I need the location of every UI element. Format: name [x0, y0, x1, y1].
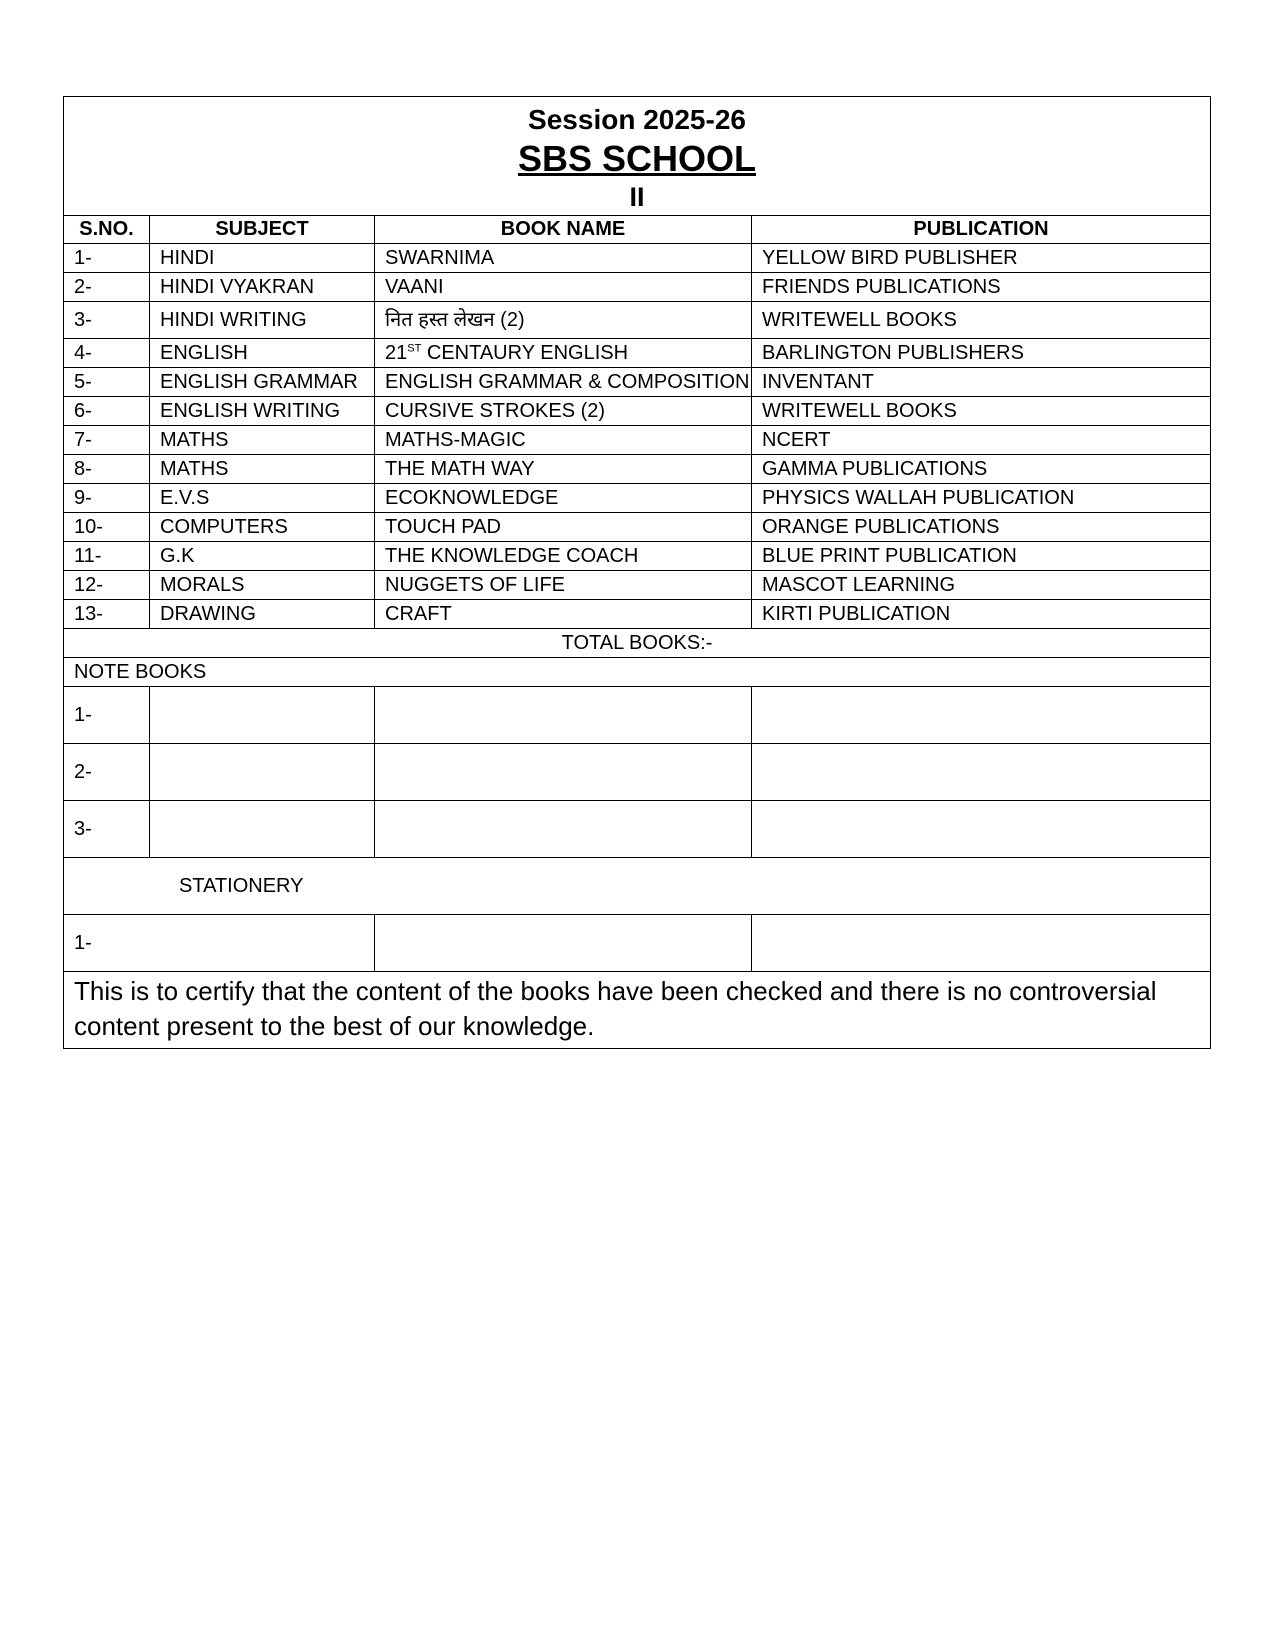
- table-row: [64, 244, 1211, 273]
- school-name: SBS SCHOOL: [518, 138, 757, 179]
- stationery-row: [64, 915, 1211, 972]
- notebook-blank-cell: [375, 687, 752, 744]
- book-name-superscript: ST: [407, 341, 422, 354]
- book-name-main: 21: [385, 341, 408, 364]
- column-header-sno: S.NO.: [64, 216, 150, 244]
- notebook-blank-cell: [752, 687, 1211, 744]
- book-name-rest: CENTAURY ENGLISH: [421, 341, 629, 364]
- stationery-blank-cell: [375, 915, 752, 972]
- table-row: [64, 571, 1211, 600]
- class-label: II: [629, 182, 645, 212]
- publication-cell: KIRTI PUBLICATION: [752, 600, 1211, 629]
- notebook-blank-cell: [752, 801, 1211, 858]
- notebook-blank-cell: [752, 744, 1211, 801]
- publication-cell: GAMMA PUBLICATIONS: [752, 455, 1211, 484]
- notebook-blank-cell: [150, 687, 375, 744]
- table-row: [64, 455, 1211, 484]
- serial-number: 10-: [64, 513, 150, 542]
- subject-cell: HINDI VYAKRAN: [150, 273, 375, 302]
- subject-cell: MORALS: [150, 571, 375, 600]
- publication-cell: BLUE PRINT PUBLICATION: [752, 542, 1211, 571]
- book-rows: [64, 244, 1211, 629]
- subject-cell: G.K: [150, 542, 375, 571]
- table-row: [64, 484, 1211, 513]
- table-row: [64, 542, 1211, 571]
- column-header-publication: PUBLICATION: [752, 216, 1211, 244]
- subject-cell: MATHS: [150, 455, 375, 484]
- table-row: [64, 368, 1211, 397]
- serial-number: 5-: [64, 368, 150, 397]
- header-row: [64, 97, 1211, 216]
- certificate-text: This is to certify that the content of the books have been checked and there is no controversial content present to the best of our knowledge.: [64, 972, 1211, 1049]
- publication-cell: FRIENDS PUBLICATIONS: [752, 273, 1211, 302]
- subject-cell: HINDI WRITING: [150, 302, 375, 339]
- publication-cell: YELLOW BIRD PUBLISHER: [752, 244, 1211, 273]
- serial-number: 2-: [64, 273, 150, 302]
- stationery-serial: 1-: [64, 915, 375, 972]
- serial-number: 11-: [64, 542, 150, 571]
- serial-number: 4-: [64, 339, 150, 368]
- book-name-cell: CRAFT: [375, 600, 752, 629]
- notebook-row: [64, 687, 1211, 744]
- publication-cell: MASCOT LEARNING: [752, 571, 1211, 600]
- publication-cell: PHYSICS WALLAH PUBLICATION: [752, 484, 1211, 513]
- subject-cell: HINDI: [150, 244, 375, 273]
- book-name-cell: ECOKNOWLEDGE: [375, 484, 752, 513]
- notebook-blank-cell: [375, 801, 752, 858]
- notebook-serial: 2-: [64, 744, 150, 801]
- subject-cell: E.V.S: [150, 484, 375, 513]
- book-name-cell: THE KNOWLEDGE COACH: [375, 542, 752, 571]
- subject-cell: ENGLISH GRAMMAR: [150, 368, 375, 397]
- publication-cell: ORANGE PUBLICATIONS: [752, 513, 1211, 542]
- total-row: [64, 629, 1211, 658]
- notebooks-header-row: [64, 658, 1211, 687]
- table-row: [64, 273, 1211, 302]
- notebook-blank-cell: [150, 801, 375, 858]
- publication-cell: BARLINGTON PUBLISHERS: [752, 339, 1211, 368]
- book-name-cell: ENGLISH GRAMMAR & COMPOSITION: [375, 368, 752, 397]
- serial-number: 8-: [64, 455, 150, 484]
- column-header-subject: SUBJECT: [150, 216, 375, 244]
- book-name-cell: [375, 339, 752, 368]
- table-row: [64, 302, 1211, 339]
- serial-number: 6-: [64, 397, 150, 426]
- table-row: [64, 513, 1211, 542]
- table-row: [64, 339, 1211, 368]
- notebooks-label: NOTE BOOKS: [64, 658, 1211, 687]
- stationery-blank-cell: [752, 915, 1211, 972]
- book-name-cell: TOUCH PAD: [375, 513, 752, 542]
- stationery-rows: [64, 915, 1211, 972]
- book-name-cell: MATHS-MAGIC: [375, 426, 752, 455]
- notebook-rows: [64, 687, 1211, 858]
- book-name-cell: NUGGETS OF LIFE: [375, 571, 752, 600]
- subject-cell: ENGLISH WRITING: [150, 397, 375, 426]
- serial-number: 13-: [64, 600, 150, 629]
- subject-cell: COMPUTERS: [150, 513, 375, 542]
- notebook-row: [64, 744, 1211, 801]
- column-header-row: [64, 216, 1211, 244]
- publication-cell: NCERT: [752, 426, 1211, 455]
- serial-number: 3-: [64, 302, 150, 339]
- book-name-cell: नित हस्त लेखन (2): [375, 302, 752, 339]
- table-row: [64, 397, 1211, 426]
- book-list-table: [63, 96, 1211, 1049]
- subject-cell: MATHS: [150, 426, 375, 455]
- notebook-blank-cell: [150, 744, 375, 801]
- book-name-cell: SWARNIMA: [375, 244, 752, 273]
- session-label: Session 2025-26: [528, 104, 746, 135]
- subject-cell: DRAWING: [150, 600, 375, 629]
- stationery-label: STATIONERY: [64, 858, 1211, 915]
- notebook-row: [64, 801, 1211, 858]
- book-name-cell: CURSIVE STROKES (2): [375, 397, 752, 426]
- publication-cell: INVENTANT: [752, 368, 1211, 397]
- publication-cell: WRITEWELL BOOKS: [752, 302, 1211, 339]
- table-row: [64, 426, 1211, 455]
- book-name-cell: VAANI: [375, 273, 752, 302]
- table-row: [64, 600, 1211, 629]
- serial-number: 7-: [64, 426, 150, 455]
- notebook-serial: 3-: [64, 801, 150, 858]
- publication-cell: WRITEWELL BOOKS: [752, 397, 1211, 426]
- notebook-serial: 1-: [64, 687, 150, 744]
- total-books-label: TOTAL BOOKS:-: [64, 629, 1211, 658]
- serial-number: 12-: [64, 571, 150, 600]
- title-block: [64, 97, 1211, 216]
- book-name-cell: THE MATH WAY: [375, 455, 752, 484]
- stationery-header-row: [64, 858, 1211, 915]
- serial-number: 9-: [64, 484, 150, 513]
- certificate-row: [64, 972, 1211, 1049]
- column-header-book: BOOK NAME: [375, 216, 752, 244]
- serial-number: 1-: [64, 244, 150, 273]
- notebook-blank-cell: [375, 744, 752, 801]
- subject-cell: ENGLISH: [150, 339, 375, 368]
